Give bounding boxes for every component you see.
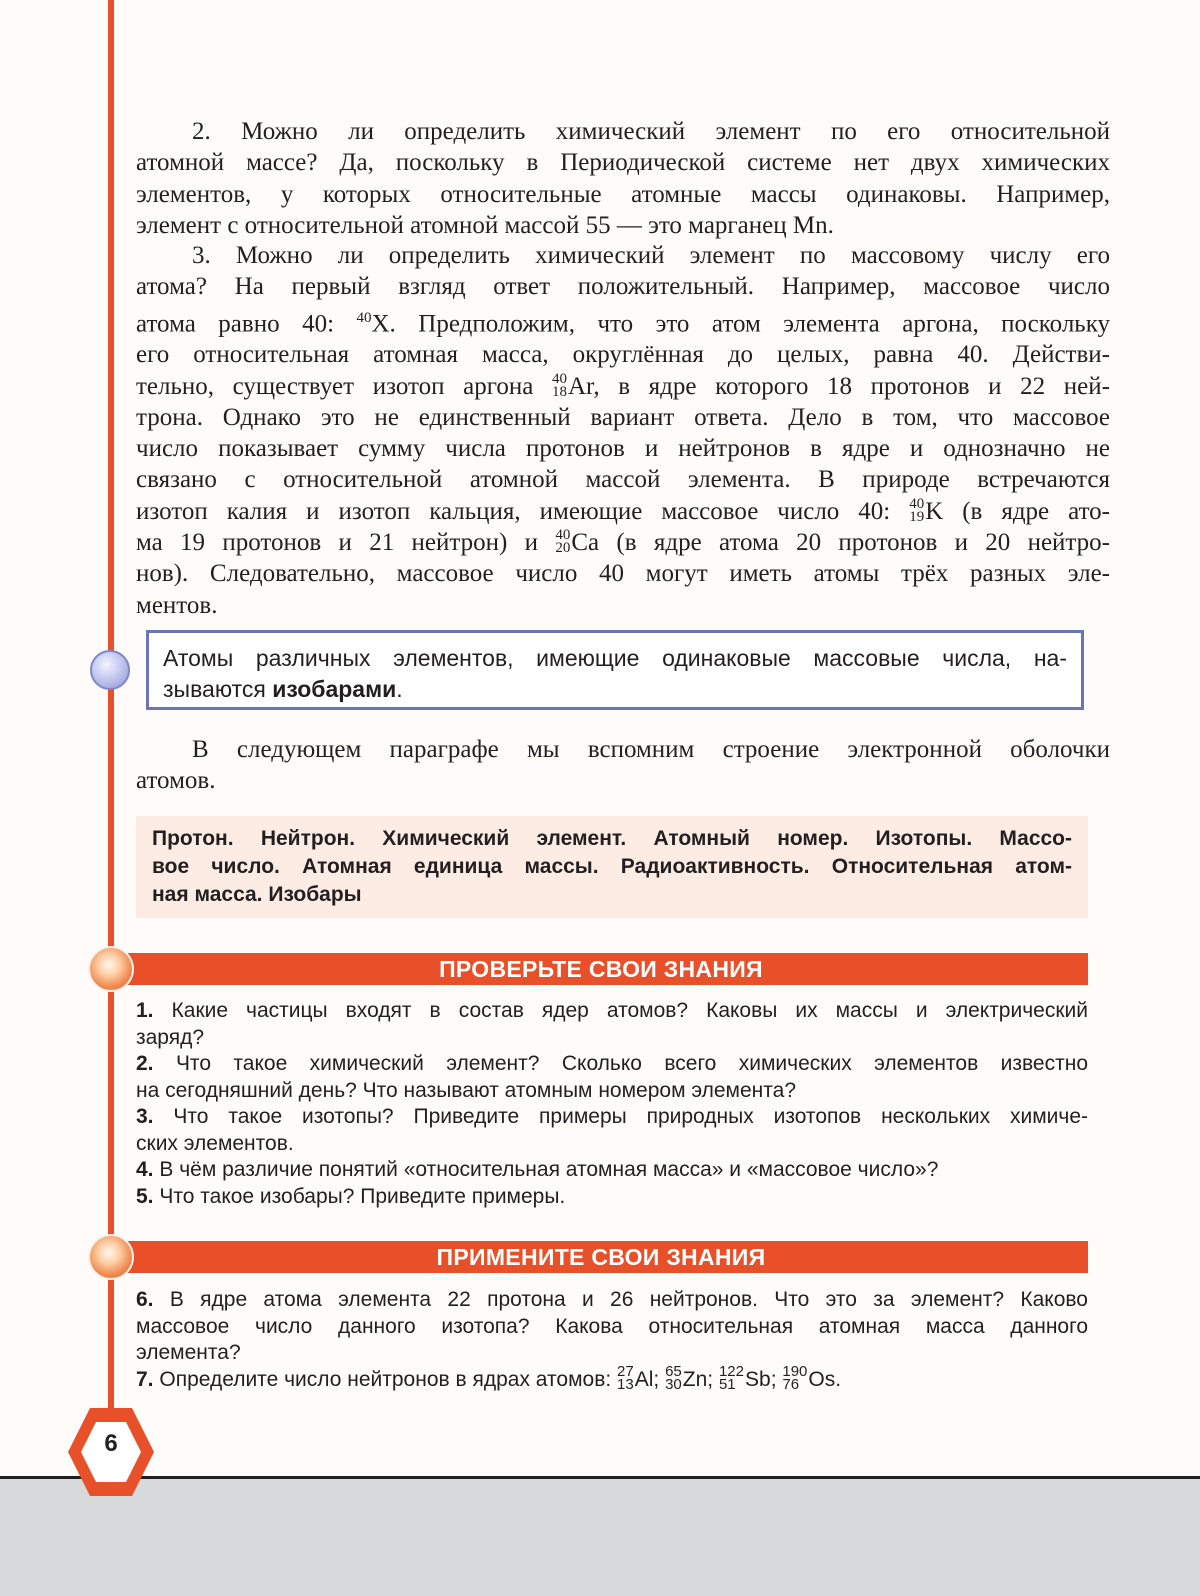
- text-line: ма 19 протонов и 21 нейтрон) и 40 20 Ca (в ядре атома 20 протонов и 20 нейтро-: [136, 527, 1110, 557]
- text-line: атомной массе? Да, поскольку в Периодической системе нет двух химических: [136, 149, 1110, 177]
- apply-questions: [136, 1287, 1088, 1393]
- nuclide-zinc: 65 30: [665, 1362, 682, 1393]
- mass-number: 40: [356, 309, 372, 326]
- text-line: атомов.: [136, 767, 216, 795]
- nuclide-antimony: 122 51: [718, 1362, 744, 1393]
- text-line: число показывает сумму числа протонов и нейтронов в ядре и однозначно не: [136, 435, 1110, 463]
- text-line: связано с относительной атомной массой элемента. В природе встречаются: [136, 466, 1110, 494]
- paragraph-next: [136, 734, 1110, 797]
- question-4: 4. В чём различие понятий «относительная атомная масса» и «массовое число»?: [136, 1158, 939, 1181]
- question-1: 1. Какие частицы входят в состав ядер атомов? Каковы их массы и электрический: [136, 999, 1088, 1022]
- question-2: 2. Что такое химический элемент? Сколько всего химических элементов известно: [136, 1052, 1088, 1075]
- footer-band: [0, 1478, 1200, 1596]
- check-questions: [136, 998, 1088, 1210]
- definition-term: изобарами: [272, 676, 397, 702]
- question-6: 6. В ядре атома элемента 22 протона и 26 нейтронов. Что это за элемент? Каково: [136, 1288, 1088, 1311]
- nuclide-potassium: 40 19: [909, 495, 925, 525]
- question-2-cont: на сегодняшний день? Что называют атомным номером элемента?: [136, 1078, 796, 1102]
- text-line: его относительная атомная масса, округлённая до целых, равна 40. Действи-: [136, 341, 1110, 369]
- question-6-cont: массовое число данного изотопа? Какова относительная атомная масса данного: [136, 1314, 1088, 1338]
- keywords-box: [136, 816, 1088, 918]
- question-5: 5. Что такое изобары? Приведите примеры.: [136, 1184, 566, 1208]
- footer-rule: [0, 1476, 1200, 1479]
- question-1-cont: заряд?: [136, 1025, 205, 1049]
- text-line: тельно, существует изотоп аргона 40 18 Ar, в ядре которого 18 протонов и 22 ней-: [136, 370, 1110, 400]
- text-line: трона. Однако это не единственный вариант ответа. Дело в том, что массовое: [136, 403, 1110, 431]
- text-line: элементов, у которых относительные атомные массы одинаковы. Например,: [136, 180, 1110, 208]
- text-line: элемент с относительной атомной массой 55 — это марганец Mn.: [136, 211, 834, 239]
- question-6-cont: элемента?: [136, 1341, 241, 1364]
- text-line: атома? На первый взгляд ответ положительный. Например, массовое число: [136, 273, 1110, 301]
- nuclide-argon: 40 18: [551, 370, 567, 400]
- definition-line: Атомы различных элементов, имеющие одинаковые массовые числа, на-: [163, 645, 1067, 671]
- nuclide-aluminium: 27 13: [617, 1362, 634, 1393]
- text-line: изотоп калия и изотоп кальция, имеющие массовое число 40: 40 19 K (в ядре ато-: [136, 495, 1110, 525]
- apply-section-header: ПРИМЕНИТЕ СВОИ ЗНАНИЯ: [114, 1241, 1088, 1273]
- keywords-line: Протон. Нейтрон. Химический элемент. Атомный номер. Изотопы. Массо-: [152, 827, 1072, 850]
- definition-marker-icon: [90, 650, 130, 690]
- nuclide-calcium: 40 20: [555, 527, 571, 557]
- section-marker-icon: [88, 1234, 134, 1280]
- paragraph-3: [136, 240, 1110, 621]
- text-line: В следующем параграфе мы вспомним строение электронной оболочки: [192, 736, 1110, 763]
- question-3-cont: ских элементов.: [136, 1131, 294, 1155]
- definition-box: [146, 630, 1084, 710]
- text-line: 3. Можно ли определить химический элемент по массовому числу его: [192, 242, 1110, 269]
- paragraph-2: [136, 116, 1110, 241]
- section-marker-icon: [88, 946, 134, 992]
- keywords-line: ная масса. Изобары: [152, 883, 362, 906]
- text-line: нов). Следовательно, массовое число 40 могут иметь атомы трёх разных эле-: [136, 560, 1110, 588]
- keywords-line: вое число. Атомная единица массы. Радиоактивность. Относительная атом-: [152, 855, 1072, 878]
- nuclide-osmium: 190 76: [782, 1362, 808, 1393]
- text-line: 2. Можно ли определить химический элемент по его относительной: [192, 118, 1110, 145]
- question-3: 3. Что такое изотопы? Приведите примеры природных изотопов нескольких химиче-: [136, 1105, 1088, 1128]
- question-7: 7. Определите число нейтронов в ядрах атомов: 27 13 Al; 65 30 Zn; 122 51 Sb; 190 76 Os.: [136, 1362, 842, 1393]
- page-number: 6: [104, 1430, 118, 1457]
- text-line: ментов.: [136, 591, 218, 619]
- check-section-header: ПРОВЕРЬТЕ СВОИ ЗНАНИЯ: [114, 953, 1088, 985]
- text-line: атома равно 40: $^{40}$X. Предположим, что это атом элемента аргона, поскольку: [136, 309, 1110, 337]
- definition-line: зываются изобарами.: [163, 676, 403, 702]
